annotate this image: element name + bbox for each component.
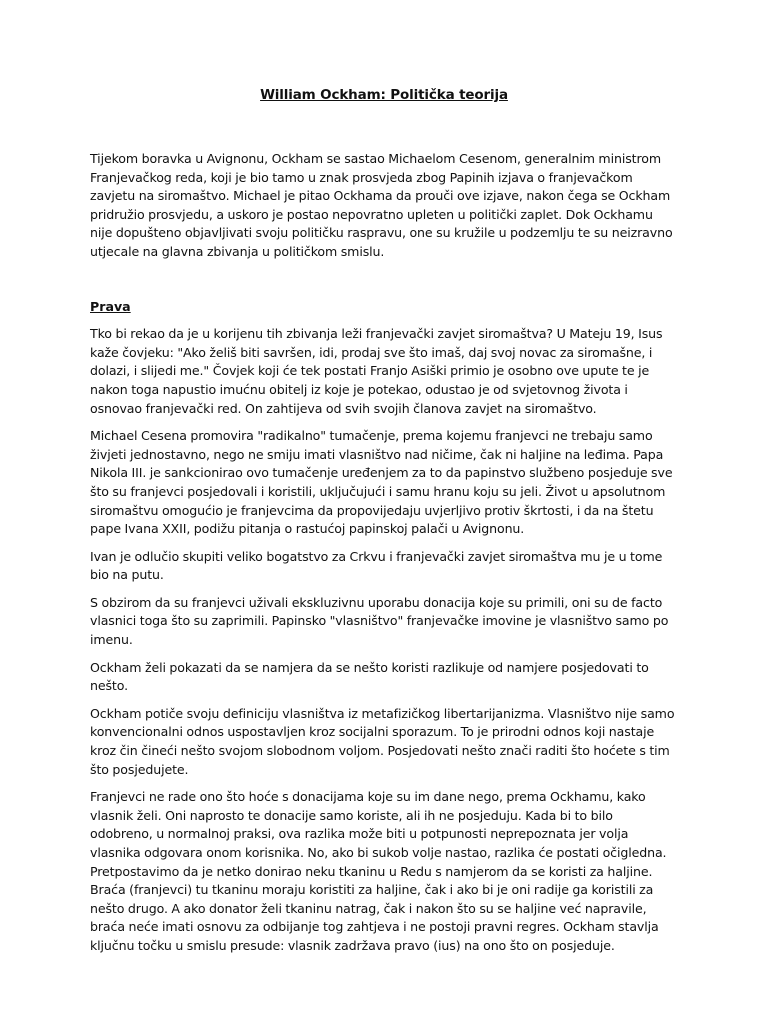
paragraph-4: S obzirom da su franjevci uživali ekskluzivnu uporabu donacija koje su primili, oni su de facto vlasnici toga što su zaprimili. Papinsko "vlasništvo" franjevačke imovine je vlasništvo samo po imenu. xyxy=(90,594,669,648)
paragraph-1: Tko bi rekao da je u korijenu tih zbivanja leži franjevački zavjet siromaštva? U Mateju 19, Isus kaže čovjeku: "Ako želiš biti savršen, idi, prodaj sve što imaš, daj svoj novac za siromašne, i dolazi, i slijedi me." Čovjek koji će tek postati Franjo Asiški primio je osobno ove upute te je nakon toga napustio imućnu obitelj iz koje je potekao, odustao je od svjetovnog života i osnovao franjevački red. On zahtijeva od svih svojih članova zavjet na siromaštvo. xyxy=(90,326,663,416)
paragraph-3: Ivan je odlučio skupiti veliko bogatstvo za Crkvu i franjevački zavjet siromaštva mu je u tome bio na putu. xyxy=(90,548,663,583)
paragraph-5: Ockham želi pokazati da se namjera da se nešto koristi razlikuje od namjere posjedovati to nešto. xyxy=(90,659,649,694)
document-title: William Ockham: Politička teorija xyxy=(260,87,508,103)
paragraph-6: Ockham potiče svoju definiciju vlasništva iz metafizičkog libertarijanizma. Vlasništvo nije samo konvencionalni odnos uspostavljen kroz socijalni sporazum. To je prirodni odnos koji nastaje kroz čin čineći nešto svojom slobodnom voljom. Posjedovati nešto znači raditi što hoćete s tim što posjedujete. xyxy=(90,705,675,777)
intro-paragraph: Tijekom boravka u Avignonu, Ockham se sastao Michaelom Cesenom, generalnim ministrom Franjevačkog reda, koji je bio tamo u znak prosvjeda zbog Papinih izjava o franjevačkom zavjetu na siromaštvo. Michael je pitao Ockhama da prouči ove izjave, nakon čega se Ockham pridružio prosvjedu, a uskoro je postao nepovratno upleten u politički zaplet. Dok Ockhamu nije dopušteno objavljivati svoju političku raspravu, one su kružile u podzemlju te su neizravno utjecale na glavna zbivanja u političkom smislu. xyxy=(90,151,673,259)
section-heading-prava: Prava xyxy=(90,298,131,314)
paragraph-7: Franjevci ne rade ono što hoće s donacijama koje su im dane nego, prema Ockhamu, kako vlasnik želi. Oni naprosto te donacije samo koriste, ali ih ne posjeduju. Kada bi to bilo odobreno, u normalnoj praksi, ova razlika može biti u potpunosti neprepoznata jer volja vlasnika odgovara onom korisnika. No, ako bi sukob volje nastao, razlika će postati očigledna. Pretpostavimo da je netko donirao neku tkaninu u Redu s namjerom da se koristi za haljine. Braća (franjevci) tu tkaninu moraju koristiti za haljine, čak i ako bi je oni radije ga koristili za nešto drugo. A ako donator želi tkaninu natrag, čak i nakon što su se haljine već napravile, braća neće imati osnovu za odbijanje tog zahtjeva i ne postoji pravni regres. Ockham stavlja ključnu točku u smislu presude: vlasnik zadržava pravo (ius) na ono što on posjeduje. xyxy=(90,789,667,953)
paragraph-2: Michael Cesena promovira "radikalno" tumačenje, prema kojemu franjevci ne trebaju samo živjeti jednostavno, nego ne smiju imati vlasništvo nad ničime, čak ni haljine na leđima. Papa Nikola III. je sankcionirao ovo tumačenje uređenjem za to da papinstvo službeno posjeduje sve što su franjevci posjedovali i koristili, uključujući i samu hranu koju su jeli. Život u apsolutnom siromaštvu omogućio je franjevcima da propovijedaju uvjerljivo protiv škrtosti, i da na štetu pape Ivana XXII, podižu pitanja o rastućoj papinskoj palači u Avignonu. xyxy=(90,428,673,537)
